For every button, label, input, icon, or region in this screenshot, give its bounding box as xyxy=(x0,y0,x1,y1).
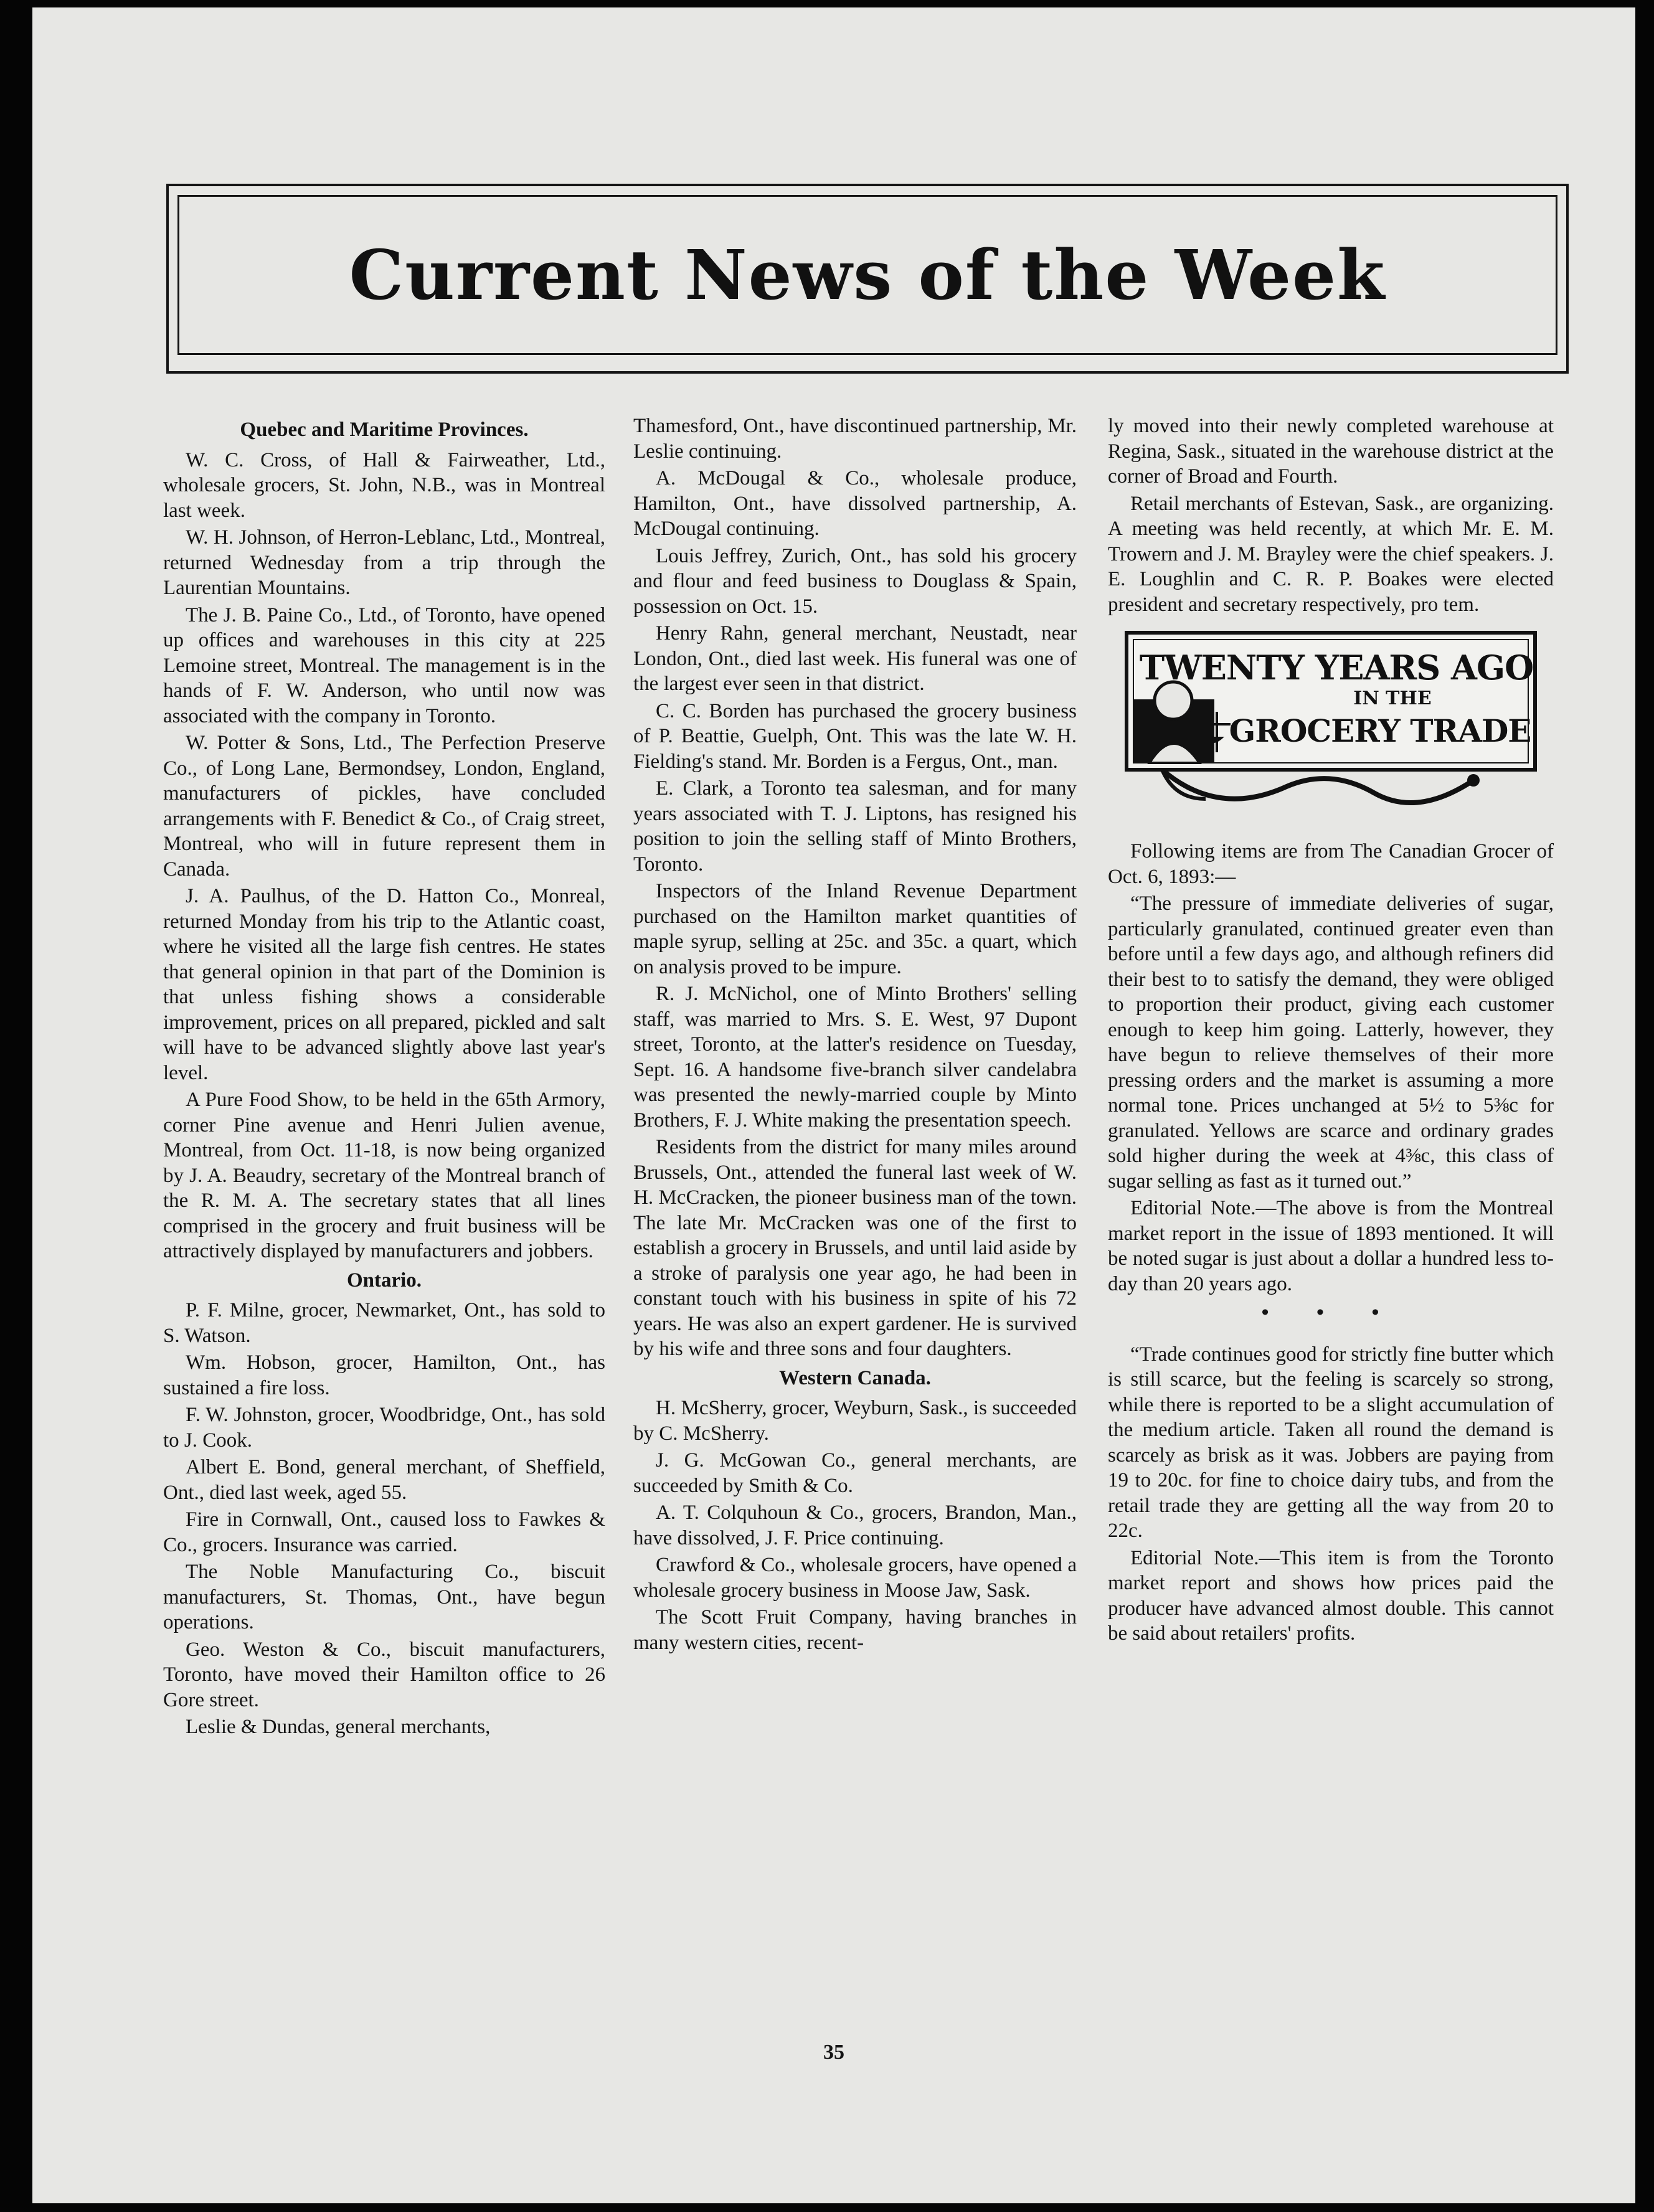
news-item: Crawford & Co., wholesale grocers, have opened a wholesale grocery business in Moose Jaw, Sask. xyxy=(633,1554,1077,1602)
news-item: Albert E. Bond, general merchant, of Sheffield, Ont., died last week, aged 55. xyxy=(163,1456,605,1504)
banner-line-1: TWENTY YEARS AGO xyxy=(1139,648,1534,688)
news-item: W. H. Johnson, of Herron-Leblanc, Ltd., Montreal, returned Wednesday from a trip through the Laurentian Mountains. xyxy=(163,526,605,599)
news-item: The J. B. Paine Co., Ltd., of Toronto, have opened up offices and warehouses in this city at 225 Lemoine street, Montreal. The management is in the hands of F. W. Anderson, who until now was associated with the company in Toronto. xyxy=(163,603,605,727)
header-inner-frame xyxy=(177,195,1557,355)
news-item: Fire in Cornwall, Ont., caused loss to Fawkes & Co., grocers. Insurance was carried. xyxy=(163,1508,605,1556)
news-item: J. A. Paulhus, of the D. Hatton Co., Monreal, returned Monday from his trip to the Atlantic coast, where he visited all the large fish centres. He states that general opinion in that part of the Dominion is that unless fishing shows a considerable improvement, prices on all prepared, pickled and salt will have to be advanced slightly above last year's level. xyxy=(163,885,605,1084)
news-item-continued: Thamesford, Ont., have discontinued partnership, Mr. Leslie continuing. xyxy=(633,415,1077,463)
news-item-continued: ly moved into their newly completed warehouse at Regina, Sask., situated in the warehouse district at the corner of Broad and Fourth. xyxy=(1108,415,1554,488)
news-item: The Scott Fruit Company, having branches in many western cities, recent- xyxy=(633,1606,1077,1654)
news-item: Residents from the district for many miles around Brussels, Ont., attended the funeral last week of W. H. McCracken, the pioneer business man of the town. The late Mr. McCracken was one of the first to establish a grocery in Brussels, and until laid aside by a stroke of paralysis one year ago, he had been in constant touch with his business in spite of his 72 years. He was also an expert gardener. He is survived by his wife and three sons and four daughters. xyxy=(633,1136,1077,1360)
column-right xyxy=(1108,414,1554,1648)
news-item: J. G. McGowan Co., general merchants, are succeeded by Smith & Co. xyxy=(633,1449,1077,1497)
header-frame xyxy=(166,184,1569,374)
section-heading-ontario: Ontario. xyxy=(346,1269,422,1292)
column-left xyxy=(163,414,605,1742)
news-item: Henry Rahn, general merchant, Neustadt, near London, Ont., died last week. His funeral was one of the largest ever seen in that district. xyxy=(633,622,1077,695)
news-item: Geo. Weston & Co., biscuit manufacturers, Toronto, have moved their Hamilton office to 26 Gore street. xyxy=(163,1638,605,1711)
editorial-note: Editorial Note.—The above is from the Montreal market report in the issue of 1893 mentioned. It will be noted sugar is just about a dollar a hundred less to-day than 20 years ago. xyxy=(1108,1197,1554,1295)
banner-line-2: IN THE xyxy=(1353,688,1432,709)
news-item: Wm. Hobson, grocer, Hamilton, Ont., has sustained a fire loss. xyxy=(163,1351,605,1399)
news-item: Louis Jeffrey, Zurich, Ont., has sold his grocery and flour and feed business to Douglass & Spain, possession on Oct. 15. xyxy=(633,544,1077,618)
twenty-years-ago-banner xyxy=(1125,631,1537,824)
page-number: 35 xyxy=(823,2041,844,2064)
section-divider: • • • xyxy=(1261,1301,1401,1324)
column-middle xyxy=(633,414,1077,1657)
news-item: H. McSherry, grocer, Weyburn, Sask., is succeeded by C. McSherry. xyxy=(633,1397,1077,1445)
magazine-page xyxy=(32,7,1635,2203)
news-item: P. F. Milne, grocer, Newmarket, Ont., has sold to S. Watson. xyxy=(163,1299,605,1347)
page-title: Current News of the Week xyxy=(349,235,1386,315)
news-item: A. McDougal & Co., wholesale produce, Hamilton, Ont., have dissolved partnership, A. McDougal continuing. xyxy=(633,467,1077,540)
banner-graphic xyxy=(1125,631,1537,824)
news-item: Retail merchants of Estevan, Sask., are organizing. A meeting was held recently, at which Mr. E. M. Trowern and J. M. Brayley were the chief speakers. J. E. Loughlin and C. R. P. Boakes were elected president and secretary respectively, pro tem. xyxy=(1108,492,1554,616)
news-item-quote: “Trade continues good for strictly fine butter which is still scarce, but the feeling is scarcely so strong, while there is reported to be a slight accumulation of the medium article. Taken all round the demand is scarcely as brisk as it was. Jobbers are paying from 19 to 20c. for fine to choice dairy tubs, and from the retail trade they are getting all the way from 20 to 22c. xyxy=(1108,1343,1554,1542)
editorial-note: Editorial Note.—This item is from the Toronto market report and shows how prices paid the producer have advanced almost double. This cannot be said about retailers' profits. xyxy=(1108,1546,1554,1645)
news-item: W. Potter & Sons, Ltd., The Perfection Preserve Co., of Long Lane, Bermondsey, London, England, manufacturers of pickles, have concluded arrangements with F. Benedict & Co., of Craig street, Montreal, who will in future represent them in Canada. xyxy=(163,732,605,881)
news-item: E. Clark, a Toronto tea salesman, and for many years associated with T. J. Liptons, has resigned his position to join the selling staff of Minto Brothers, Toronto. xyxy=(633,777,1077,876)
news-item: A Pure Food Show, to be held in the 65th Armory, corner Pine avenue and Henri Julien avenue, Montreal, from Oct. 11-18, is now being organized by J. A. Beaudry, secretary of the Montreal branch of the R. M. A. The secretary states that all lines comprised in the grocery and fruit business will be attractively displayed by manufacturers and jobbers. xyxy=(163,1089,605,1262)
news-item-quote: “The pressure of immediate deliveries of sugar, particularly granulated, continued greater even than before until a few days ago, and although refiners did their best to to satisfy the demand, they were obliged to proportion their product, giving each customer enough to keep him going. Latterly, however, they have begun to relieve themselves of their more pressing orders and the market is assuming a more normal tone. Prices unchanged at 5½ to 5⅜c for granulated. Yellows are scarce and ordinary grades sold higher during the week at 4⅜c, this class of sugar selling as fast as it turned out.” xyxy=(1108,892,1554,1193)
news-item: C. C. Borden has purchased the grocery business of P. Beattie, Guelph, Ont. This was the late W. H. Fielding's stand. Mr. Borden is a Fergus, Ont., man. xyxy=(633,699,1077,773)
news-item: R. J. McNichol, one of Minto Brothers' selling staff, was married to Mrs. S. E. West, 97 Dupont street, Toronto, at the latter's residence on Tuesday, Sept. 16. A handsome five-branch silver candelabra was presented the newly-married couple by Minto Brothers, F. J. White making the presentation speech. xyxy=(633,983,1077,1132)
news-item: Following items are from The Canadian Grocer of Oct. 6, 1893:— xyxy=(1108,840,1554,888)
section-heading-quebec: Quebec and Maritime Provinces. xyxy=(240,418,529,441)
news-item: W. C. Cross, of Hall & Fairweather, Ltd., wholesale grocers, St. John, N.B., was in Montreal last week. xyxy=(163,448,605,522)
news-item: Inspectors of the Inland Revenue Department purchased on the Hamilton market quantities of maple syrup, selling at 25c. and 35c. a quart, which on analysis proved to be impure. xyxy=(633,880,1077,978)
banner-line-3: GROCERY TRADE xyxy=(1229,712,1531,749)
news-item: F. W. Johnston, grocer, Woodbridge, Ont., has sold to J. Cook. xyxy=(163,1404,605,1452)
news-item: The Noble Manufacturing Co., biscuit manufacturers, St. Thomas, Ont., have begun operations. xyxy=(163,1561,605,1633)
section-heading-western: Western Canada. xyxy=(779,1366,931,1389)
news-item: Leslie & Dundas, general merchants, xyxy=(186,1716,491,1738)
news-item: A. T. Colquhoun & Co., grocers, Brandon, Man., have dissolved, J. F. Price continuing. xyxy=(633,1501,1077,1549)
